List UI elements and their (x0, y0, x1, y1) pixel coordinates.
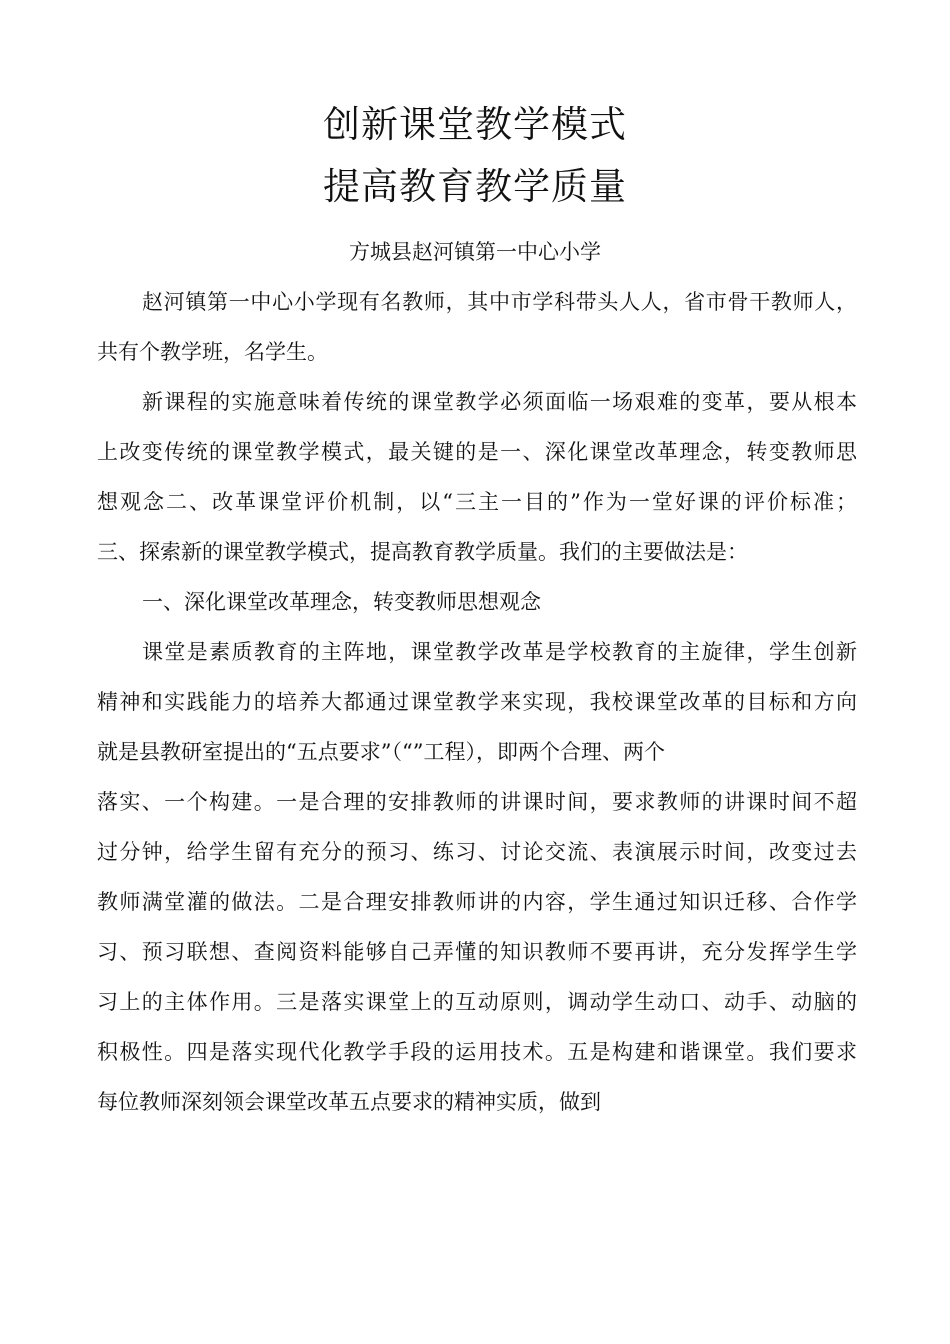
body-line: 新课程的实施意味着传统的课堂教学必须面临一场艰难的变革，要从根本 (142, 390, 857, 414)
body-line: 精神和实践能力的培养大都通过课堂教学来实现，我校课堂改革的目标和方向 (97, 690, 857, 714)
body-line: 课堂是素质教育的主阵地，课堂教学改革是学校教育的主旋律，学生创新 (142, 640, 857, 664)
body-line: 共有个教学班，名学生。 (97, 340, 328, 364)
body-line: 赵河镇第一中心小学现有名教师，其中市学科带头人人，省市骨干教师人， (142, 290, 857, 314)
body-line: 想观念二、改革课堂评价机制，以“三主一目的”作为一堂好课的评价标准； (97, 490, 857, 514)
body-line: 落实、一个构建。一是合理的安排教师的讲课时间，要求教师的讲课时间不超 (97, 790, 857, 814)
body-line: 就是县教研室提出的“五点要求”（“”工程），即两个合理、两个 (97, 740, 665, 764)
body-line: 三、探索新的课堂教学模式，提高教育教学质量。我们的主要做法是： (97, 540, 748, 564)
title-line-2: 提高教育教学质量 (323, 165, 627, 208)
author-school: 方城县赵河镇第一中心小学 (349, 240, 601, 264)
body-line: 上改变传统的课堂教学模式，最关键的是一、深化课堂改革理念，转变教师思 (97, 440, 857, 464)
body-line: 习、预习联想、查阅资料能够自己弄懂的知识教师不要再讲，充分发挥学生学 (97, 940, 857, 964)
body-line: 过分钟，给学生留有充分的预习、练习、讨论交流、表演展示时间，改变过去 (97, 840, 857, 864)
title-line-1: 创新课堂教学模式 (323, 103, 627, 146)
body-line: 积极性。四是落实现代化教学手段的运用技术。五是构建和谐课堂。我们要求 (97, 1040, 857, 1064)
body-line: 教师满堂灌的做法。二是合理安排教师讲的内容，学生通过知识迁移、合作学 (97, 890, 857, 914)
section-heading: 一、深化课堂改革理念，转变教师思想观念 (142, 590, 541, 614)
body-line: 习上的主体作用。三是落实课堂上的互动原则，调动学生动口、动手、动脑的 (97, 990, 857, 1014)
body-line: 每位教师深刻领会课堂改革五点要求的精神实质，做到 (97, 1090, 601, 1114)
